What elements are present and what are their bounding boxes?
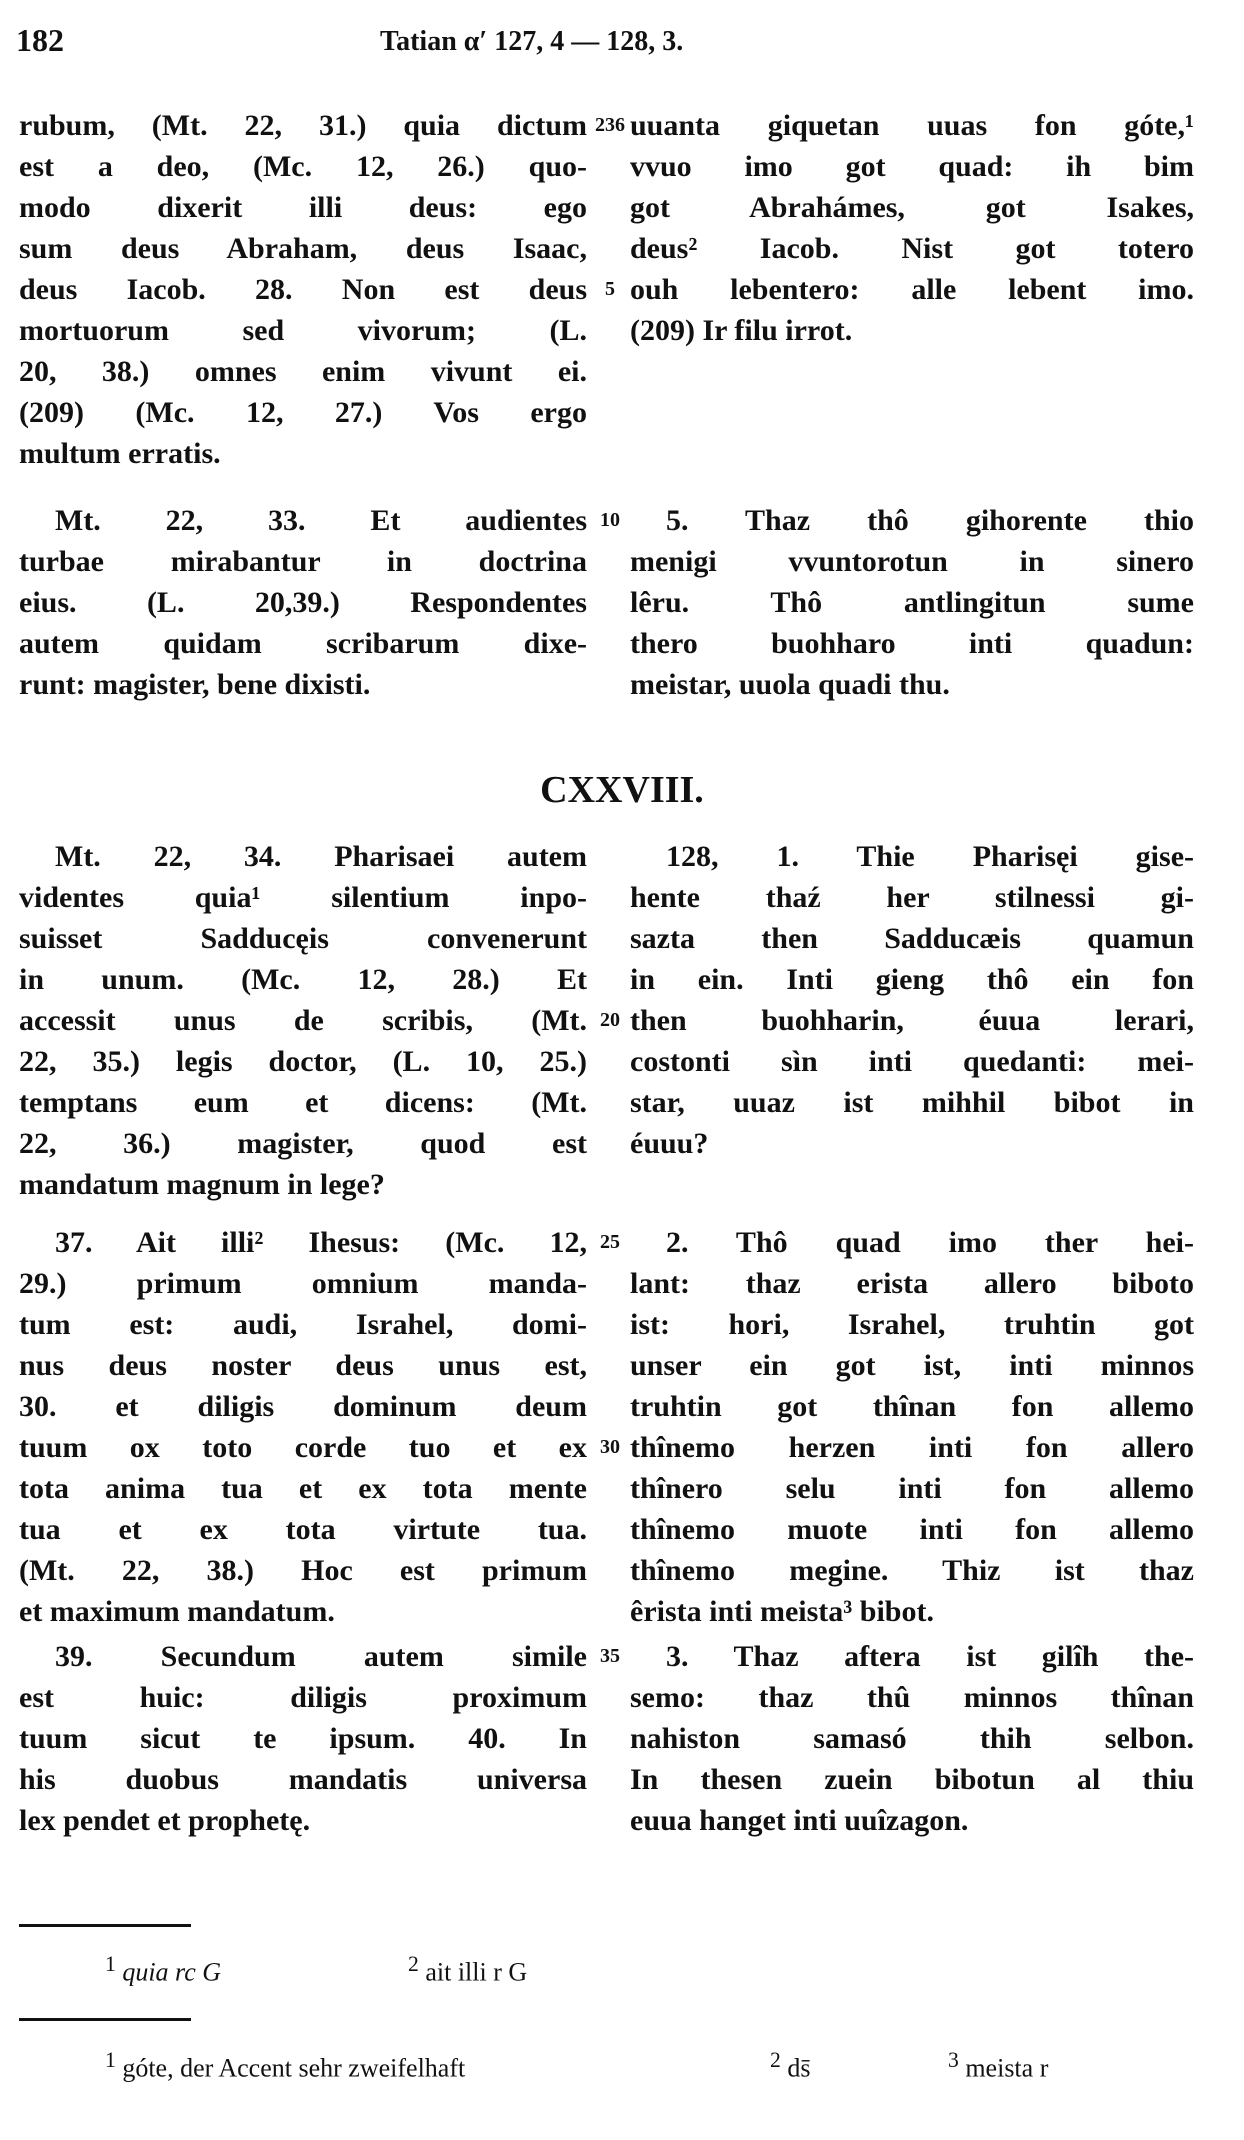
text-line bbox=[0, 623, 1244, 664]
text-line bbox=[0, 1222, 1244, 1263]
german-line: In thesen zuein bibotun al thiu bbox=[630, 1763, 1194, 1796]
text-line bbox=[0, 1759, 1244, 1800]
latin-line: tuum sicut te ipsum. 40. In bbox=[19, 1722, 587, 1755]
latin-line: 22, 36.) magister, quod est bbox=[19, 1127, 587, 1160]
line-number: 35 bbox=[600, 1645, 620, 1667]
footnote-mark: 2 bbox=[408, 1952, 419, 1976]
latin-line: nus deus noster deus unus est, bbox=[19, 1349, 587, 1382]
latin-line: eius. (L. 20,39.) Respondentes bbox=[19, 586, 587, 619]
german-line: then buohharin, éuua lerari, bbox=[630, 1004, 1194, 1037]
footnote-rule bbox=[19, 2018, 191, 2021]
text-line bbox=[0, 1263, 1244, 1304]
text-line bbox=[0, 392, 1244, 433]
text-block bbox=[0, 500, 1244, 705]
german-line: vvuo imo got quad: ih bim bbox=[630, 150, 1194, 183]
text-line bbox=[0, 1041, 1244, 1082]
german-line: meistar, uuola quadi thu. bbox=[630, 668, 950, 701]
latin-line: turbae mirabantur in doctrina bbox=[19, 545, 587, 578]
footnote-mark: 1 bbox=[105, 2048, 116, 2072]
latin-line: est a deo, (Mc. 12, 26.) quo- bbox=[19, 150, 587, 183]
text-line bbox=[0, 310, 1244, 351]
text-line bbox=[0, 1591, 1244, 1632]
text-line bbox=[0, 918, 1244, 959]
german-line: menigi vvuntorotun in sinero bbox=[630, 545, 1194, 578]
latin-line: videntes quia¹ silentium inpo- bbox=[19, 881, 587, 914]
german-line: 5. Thaz thô gihorente thio bbox=[666, 504, 1194, 537]
latin-line: sum deus Abraham, deus Isaac, bbox=[19, 232, 587, 265]
german-line: lêru. Thô antlingitun sume bbox=[630, 586, 1194, 619]
german-line: truhtin got thînan fon allemo bbox=[630, 1390, 1194, 1423]
text-line bbox=[0, 146, 1244, 187]
footnote-german-1 bbox=[105, 2048, 465, 2084]
latin-line: 22, 35.) legis doctor, (L. 10, 25.) bbox=[19, 1045, 587, 1078]
latin-line: Mt. 22, 34. Pharisaei autem bbox=[55, 840, 587, 873]
latin-line: deus Iacob. 28. Non est deus bbox=[19, 273, 587, 306]
footnote-mark: 3 bbox=[948, 2048, 959, 2072]
german-line: costonti sìn inti quedanti: mei- bbox=[630, 1045, 1194, 1078]
footnote-latin-2 bbox=[408, 1952, 527, 1988]
latin-line: mandatum magnum in lege? bbox=[19, 1168, 385, 1201]
text-line bbox=[0, 1000, 1244, 1041]
latin-line: tuum ox toto corde tuo et ex bbox=[19, 1431, 587, 1464]
footnote-german-2 bbox=[770, 2048, 810, 2084]
german-line: got Abrahámes, got Isakes, bbox=[630, 191, 1194, 224]
german-line: (209) Ir filu irrot. bbox=[630, 314, 853, 347]
latin-line: 29.) primum omnium manda- bbox=[19, 1267, 587, 1300]
page-number: 182 bbox=[16, 22, 64, 58]
footnote-mark: 1 bbox=[105, 1952, 116, 1976]
latin-line: runt: magister, bene dixisti. bbox=[19, 668, 371, 701]
footnote-text: góte, der Accent sehr zweifelhaft bbox=[122, 2053, 466, 2083]
latin-line: suisset Sadducęis convenerunt bbox=[19, 922, 587, 955]
german-line: in ein. Inti gieng thô ein fon bbox=[630, 963, 1194, 996]
latin-line: autem quidam scribarum dixe- bbox=[19, 627, 587, 660]
text-line bbox=[0, 1800, 1244, 1841]
text-line bbox=[0, 582, 1244, 623]
text-block bbox=[0, 1636, 1244, 1841]
text-line bbox=[0, 105, 1244, 146]
footnote-rule bbox=[19, 1924, 191, 1927]
german-line: nahiston samasó thih selbon. bbox=[630, 1722, 1194, 1755]
footnote-text: ds̄ bbox=[787, 2053, 811, 2083]
text-line bbox=[0, 1718, 1244, 1759]
german-line: êrista inti meista³ bibot. bbox=[630, 1595, 934, 1628]
latin-line: 39. Secundum autem simile bbox=[55, 1640, 587, 1673]
latin-line: rubum, (Mt. 22, 31.) quia dictum bbox=[19, 109, 587, 142]
german-line: lant: thaz erista allero biboto bbox=[630, 1267, 1194, 1300]
text-line bbox=[0, 1304, 1244, 1345]
running-title: Tatian α′ 127, 4 — 128, 3. bbox=[380, 26, 684, 57]
text-line bbox=[0, 187, 1244, 228]
latin-line: (Mt. 22, 38.) Hoc est primum bbox=[19, 1554, 587, 1587]
latin-line: his duobus mandatis universa bbox=[19, 1763, 587, 1796]
line-number: 20 bbox=[600, 1009, 620, 1031]
text-line bbox=[0, 664, 1244, 705]
text-line bbox=[0, 1164, 1244, 1205]
german-line: 3. Thaz aftera ist gilîh the- bbox=[666, 1640, 1194, 1673]
german-line: thînemo herzen inti fon allero bbox=[630, 1431, 1194, 1464]
text-line bbox=[0, 1345, 1244, 1386]
latin-line: 20, 38.) omnes enim vivunt ei. bbox=[19, 355, 587, 388]
german-line: 128, 1. Thie Pharisęi gise- bbox=[666, 840, 1194, 873]
line-number: 10 bbox=[600, 509, 620, 531]
line-number: 30 bbox=[600, 1436, 620, 1458]
text-block bbox=[0, 1222, 1244, 1632]
text-block bbox=[0, 836, 1244, 1205]
german-line: sazta then Sadducæis quamun bbox=[630, 922, 1194, 955]
german-line: thînemo muote inti fon allemo bbox=[630, 1513, 1194, 1546]
footnote-mark: 2 bbox=[770, 2048, 781, 2072]
german-line: ouh lebentero: alle lebent imo. bbox=[630, 273, 1194, 306]
german-line: thînemo megine. Thiz ist thaz bbox=[630, 1554, 1194, 1587]
latin-line: modo dixerit illi deus: ego bbox=[19, 191, 587, 224]
latin-line: multum erratis. bbox=[19, 437, 221, 470]
latin-line: est huic: diligis proximum bbox=[19, 1681, 587, 1714]
german-line: uuanta giquetan uuas fon góte,¹ bbox=[630, 109, 1194, 142]
latin-line: in unum. (Mc. 12, 28.) Et bbox=[19, 963, 587, 996]
text-line bbox=[0, 1677, 1244, 1718]
latin-line: tum est: audi, Israhel, domi- bbox=[19, 1308, 587, 1341]
latin-line: tua et ex tota virtute tua. bbox=[19, 1513, 587, 1546]
footnote-text: ait illi r G bbox=[425, 1957, 528, 1987]
line-number: 5 bbox=[605, 278, 615, 300]
text-block bbox=[0, 105, 1244, 474]
text-line bbox=[0, 541, 1244, 582]
text-line bbox=[0, 500, 1244, 541]
latin-line: mortuorum sed vivorum; (L. bbox=[19, 314, 587, 347]
latin-line: 30. et diligis dominum deum bbox=[19, 1390, 587, 1423]
german-line: thero buohharo inti quadun: bbox=[630, 627, 1194, 660]
text-line bbox=[0, 1123, 1244, 1164]
line-number: 25 bbox=[600, 1231, 620, 1253]
german-line: ist: hori, Israhel, truhtin got bbox=[630, 1308, 1194, 1341]
text-line bbox=[0, 836, 1244, 877]
text-line bbox=[0, 877, 1244, 918]
latin-line: et maximum mandatum. bbox=[19, 1595, 335, 1628]
footnote-text: meista r bbox=[965, 2053, 1049, 2083]
text-line bbox=[0, 1636, 1244, 1677]
latin-line: lex pendet et prophetę. bbox=[19, 1804, 311, 1837]
text-line bbox=[0, 1082, 1244, 1123]
latin-line: temptans eum et dicens: (Mt. bbox=[19, 1086, 587, 1119]
text-line bbox=[0, 959, 1244, 1000]
latin-line: (209) (Mc. 12, 27.) Vos ergo bbox=[19, 396, 587, 429]
text-line bbox=[0, 1386, 1244, 1427]
latin-line: accessit unus de scribis, (Mt. bbox=[19, 1004, 587, 1037]
german-line: star, uuaz ist mihhil bibot in bbox=[630, 1086, 1194, 1119]
german-line: semo: thaz thû minnos thînan bbox=[630, 1681, 1194, 1714]
text-line bbox=[0, 433, 1244, 474]
text-line bbox=[0, 1468, 1244, 1509]
latin-line: Mt. 22, 33. Et audientes bbox=[55, 504, 587, 537]
footnote-german-3 bbox=[948, 2048, 1048, 2084]
german-line: deus² Iacob. Nist got totero bbox=[630, 232, 1194, 265]
german-line: 2. Thô quad imo ther hei- bbox=[666, 1226, 1194, 1259]
german-line: thînero selu inti fon allemo bbox=[630, 1472, 1194, 1505]
text-line bbox=[0, 228, 1244, 269]
section-heading: CXXVIII. bbox=[540, 769, 704, 811]
german-line: unser ein got ist, inti minnos bbox=[630, 1349, 1194, 1382]
line-number: 236 bbox=[595, 114, 625, 136]
text-line bbox=[0, 1550, 1244, 1591]
text-line bbox=[0, 351, 1244, 392]
latin-line: 37. Ait illi² Ihesus: (Mc. 12, bbox=[55, 1226, 587, 1259]
latin-line: tota anima tua et ex tota mente bbox=[19, 1472, 587, 1505]
german-line: éuuu? bbox=[630, 1127, 709, 1160]
german-line: euua hanget inti uuîzagon. bbox=[630, 1804, 969, 1837]
text-line bbox=[0, 1427, 1244, 1468]
footnote-text: quia rc G bbox=[122, 1957, 222, 1987]
text-line bbox=[0, 1509, 1244, 1550]
german-line: hente thaź her stilnessi gi- bbox=[630, 881, 1194, 914]
text-line bbox=[0, 269, 1244, 310]
footnote-latin-1 bbox=[105, 1952, 221, 1988]
